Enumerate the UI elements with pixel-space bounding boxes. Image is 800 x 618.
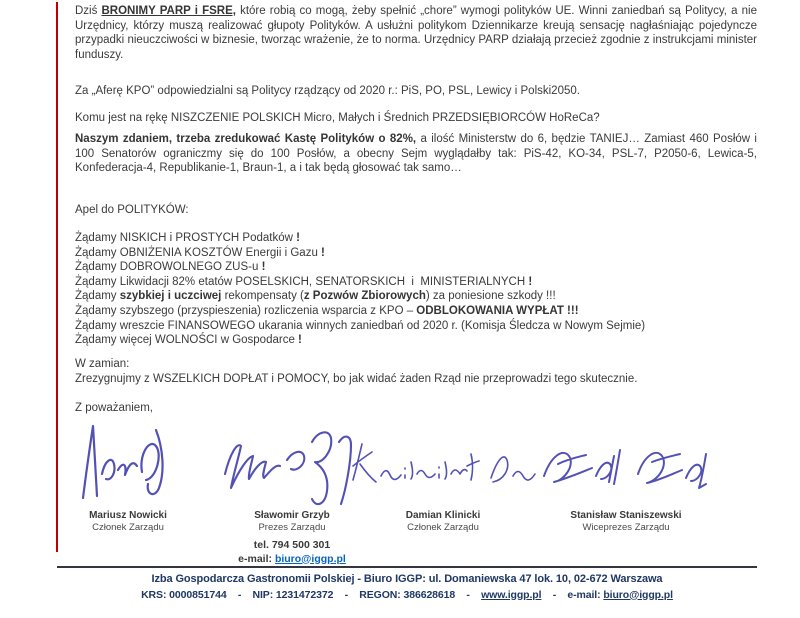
demand-line: Żądamy wreszcie FINANSOWEGO ukarania winnych zaniedbań od 2020 r. (Komisja Śledcza w Nowym Sejmie) — [75, 319, 646, 332]
signatory-name: Stanisław Staniszewski — [570, 510, 682, 521]
in-return-label: W zamian: — [75, 358, 130, 370]
demand-line: Żądamy DOBROWOLNEGO ZUS-u ! — [75, 261, 266, 274]
footer-address-line — [57, 572, 757, 587]
footer-nip: NIP: 1231472372 — [252, 588, 334, 601]
signatory-role: Członek Zarządu — [407, 522, 479, 533]
footer-separator: - — [333, 588, 360, 601]
signatory-name: Sławomir Grzyb — [254, 510, 330, 521]
footer-registry-line — [57, 588, 757, 603]
opinion-rest: a ilość Ministerstw do 6, będzie TANIEJ… Zamiast 460 Posłów i 100 Senatorów ograniczmy się do 100 Posłów, a obecny Sejm wyglądałby tak: PiS-42, KO-34, PSL-7, P2050-6, Lewica-5, Konfederacja-4, Republikanie-1, Braun-1, a i tak będą głosować tak samo… — [75, 133, 757, 175]
signature-staniszewski-ink — [536, 432, 716, 494]
demands-list — [75, 231, 757, 348]
demand-line: Żądamy szybszego (przyspieszenia) rozliczenia wsparcia z KPO – ODBLOKOWANIA WYPŁAT !!! — [75, 304, 579, 317]
paragraph-opinion — [75, 132, 757, 176]
demand-line: Żądamy NISKICH i PROSTYCH Podatków ! — [75, 232, 300, 244]
signatory-role: Członek Zarządu — [92, 522, 164, 533]
phone-number: tel. 794 500 301 — [253, 539, 331, 551]
contact-block — [213, 539, 371, 566]
email-line — [213, 553, 371, 567]
appeal-heading: Apel do POLITYKÓW: — [75, 204, 189, 216]
signatory-name: Damian Klinicki — [405, 510, 481, 521]
signatory-staniszewski — [533, 414, 719, 536]
footer-krs: KRS: 0000851744 — [141, 588, 227, 601]
opinion-emphasis: Naszym zdaniem, trzeba zredukować Kastę Polityków o 82%, — [75, 133, 417, 145]
footer-email-label: e-mail: — [567, 588, 604, 601]
paragraph-intro — [75, 4, 757, 62]
demand-line: Żądamy OBNIŻENIA KOSZTÓW Energii i Gazu ! — [75, 246, 325, 259]
footer-separator: - — [541, 588, 568, 601]
footer-website-link[interactable]: www.iggp.pl — [481, 588, 542, 601]
footer-regon: REGON: 386628618 — [359, 588, 456, 601]
signature-nowicki-ink — [76, 418, 180, 506]
email-link[interactable]: biuro@iggp.pl — [274, 552, 346, 565]
closing-line: Z poważaniem, — [75, 402, 153, 414]
footer — [57, 566, 757, 602]
paragraph-kpo-blame: Za „Aferę KPO” odpowiedzialni są Politycy rządzący od 2020 r.: PiS, PO, PSL, Lewicy i Polski2050. — [75, 85, 580, 97]
demand-line: Żądamy szybkiej i uczciwej rekompensaty (z Pozwów Zbiorowych) za poniesione szkody !!! — [75, 290, 556, 303]
signatory-name: Mariusz Nowicki — [89, 510, 167, 521]
footer-org-name: Izba Gospodarcza Gastronomii Polskiej — [151, 573, 355, 585]
email-label: e-mail: — [238, 552, 275, 565]
footer-separator: - — [226, 588, 253, 601]
intro-emphasis: BRONIMY PARP i FSRE, — [101, 5, 236, 17]
signatory-klinicki — [345, 414, 541, 536]
paragraph-question: Komu jest na rękę NISZCZENIE POLSKICH Micro, Małych i Średnich PRZEDSIĘBIORCÓW HoReCa? — [75, 112, 600, 124]
demand-line: Żądamy więcej WOLNOŚCI w Gospodarce ! — [75, 334, 302, 347]
footer-address: - Biuro IGGP: ul. Domaniewska 47 lok. 10, 02-672 Warszawa — [354, 573, 663, 585]
signatory-role: Wiceprezes Zarządu — [582, 522, 670, 533]
intro-rest: które robią co mogą, żeby spełnić „chore” wymogi polityków UE. Winni zaniedbań są Politycy, a nie Urzędnicy, którzy muszą realizować głupoty Polityków. A usłużni politykom Dziennikarze kreują sensację nagłaśniając pojedyncze przypadki nieuczciwości w biznesie, tworząc wrażenie, że to norma. Urzędnicy PARP działają przecież zgodnie z instrukcjami minister funduszy. — [75, 5, 757, 61]
in-return-block — [75, 357, 757, 386]
signatory-role: Prezes Zarządu — [258, 522, 326, 533]
footer-separator: - — [455, 588, 482, 601]
signatory-nowicki — [72, 414, 184, 536]
signatures-section — [0, 414, 800, 536]
intro-lead: Dziś — [75, 5, 102, 17]
signature-klinicki-ink — [345, 440, 541, 486]
footer-email-link[interactable]: biuro@iggp.pl — [603, 588, 673, 601]
in-return-text: Zrezygnujmy z WSZELKICH DOPŁAT i POMOCY, bo jak widać żaden Rząd nie przeprowadzi tego skutecznie. — [75, 372, 638, 385]
demand-line: Żądamy Likwidacji 82% etatów POSELSKICH, SENATORSKICH i MINISTERIALNYCH ! — [75, 275, 533, 288]
